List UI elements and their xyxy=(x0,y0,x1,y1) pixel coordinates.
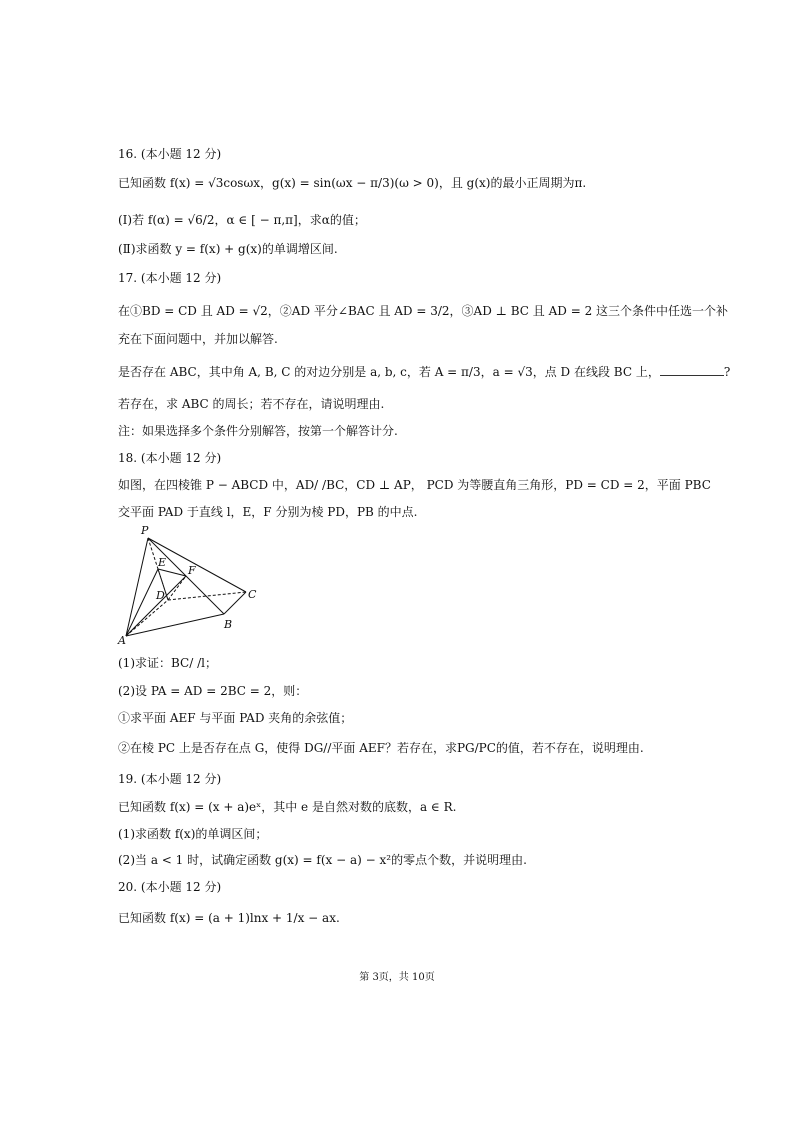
label-f: F xyxy=(188,564,196,577)
q18-stem-line2: 交平面 PAD 于直线 l，E，F 分别为棱 PD，PB 的中点. xyxy=(118,505,418,519)
q18-part1: (1)求证：BC/ /l； xyxy=(118,656,217,670)
q17-conditions: 在①BD = CD 且 AD = √2，②AD 平分∠BAC 且 AD = 3/2，③AD ⊥ BC 且 AD = 2 这三个条件中任选一个补 xyxy=(118,304,729,318)
label-a: A xyxy=(118,634,126,646)
label-c: C xyxy=(248,588,257,601)
label-d: D xyxy=(156,589,165,602)
q16-stem: 已知函数 f(x) = √3cosωx，g(x) = sin(ωx − π/3)(ω > 0)，且 g(x)的最小正周期为π. xyxy=(118,176,587,190)
q19-stem: 已知函数 f(x) = (x + a)eˣ，其中 e 是自然对数的底数，a ∈ R. xyxy=(118,800,457,814)
q16-header: 16. (本小题 12 分) xyxy=(118,147,222,161)
q16-part1: (Ⅰ)若 f(α) = √6/2，α ∈ [ − π,π]，求α的值； xyxy=(118,213,366,227)
q17-header: 17. (本小题 12 分) xyxy=(118,271,222,285)
q18-header: 18. (本小题 12 分) xyxy=(118,451,222,465)
q17-question-text: 是否存在 ABC，其中角 A, B, C 的对边分别是 a, b, c，若 A = π/3，a = √3，点 D 在线段 BC 上， xyxy=(118,365,660,379)
q17-ask: 若存在，求 ABC 的周长；若不存在，请说明理由. xyxy=(118,397,385,411)
q20-header: 20. (本小题 12 分) xyxy=(118,880,222,894)
q18-part2: (2)设 PA = AD = 2BC = 2，则： xyxy=(118,684,308,698)
label-p: P xyxy=(141,524,149,537)
q20-stem: 已知函数 f(x) = (a + 1)lnx + 1/x − ax. xyxy=(118,911,340,925)
q19-header: 19. (本小题 12 分) xyxy=(118,772,222,786)
pyramid-figure xyxy=(116,522,266,646)
q19-part2: (2)当 a < 1 时，试确定函数 g(x) = f(x − a) − x²的零点个数，并说明理由. xyxy=(118,853,527,867)
q17-conditions-cont: 充在下面问题中，并加以解答. xyxy=(118,332,278,346)
q16-part2: (Ⅱ)求函数 y = f(x) + g(x)的单调增区间. xyxy=(118,242,338,256)
q18-sub1: ①求平面 AEF 与平面 PAD 夹角的余弦值； xyxy=(118,711,353,725)
label-e: E xyxy=(158,556,167,569)
q17-question-end: ? xyxy=(723,365,731,379)
page-footer: 第 3页，共 10页 xyxy=(359,972,435,983)
q17-note: 注：如果选择多个条件分别解答，按第一个解答计分. xyxy=(118,424,398,438)
q18-sub2: ②在棱 PC 上是否存在点 G，使得 DG//平面 AEF？若存在，求PG/PC的值，若不存在，说明理由. xyxy=(118,741,644,755)
q17-question xyxy=(118,364,730,380)
q19-part1: (1)求函数 f(x)的单调区间； xyxy=(118,827,268,841)
q18-stem-line1: 如图，在四棱锥 P − ABCD 中，AD/ /BC，CD ⊥ AP， PCD 为等腰直角三角形，PD = CD = 2，平面 PBC xyxy=(118,478,711,492)
label-b: B xyxy=(224,618,233,631)
answer-blank xyxy=(660,365,724,376)
